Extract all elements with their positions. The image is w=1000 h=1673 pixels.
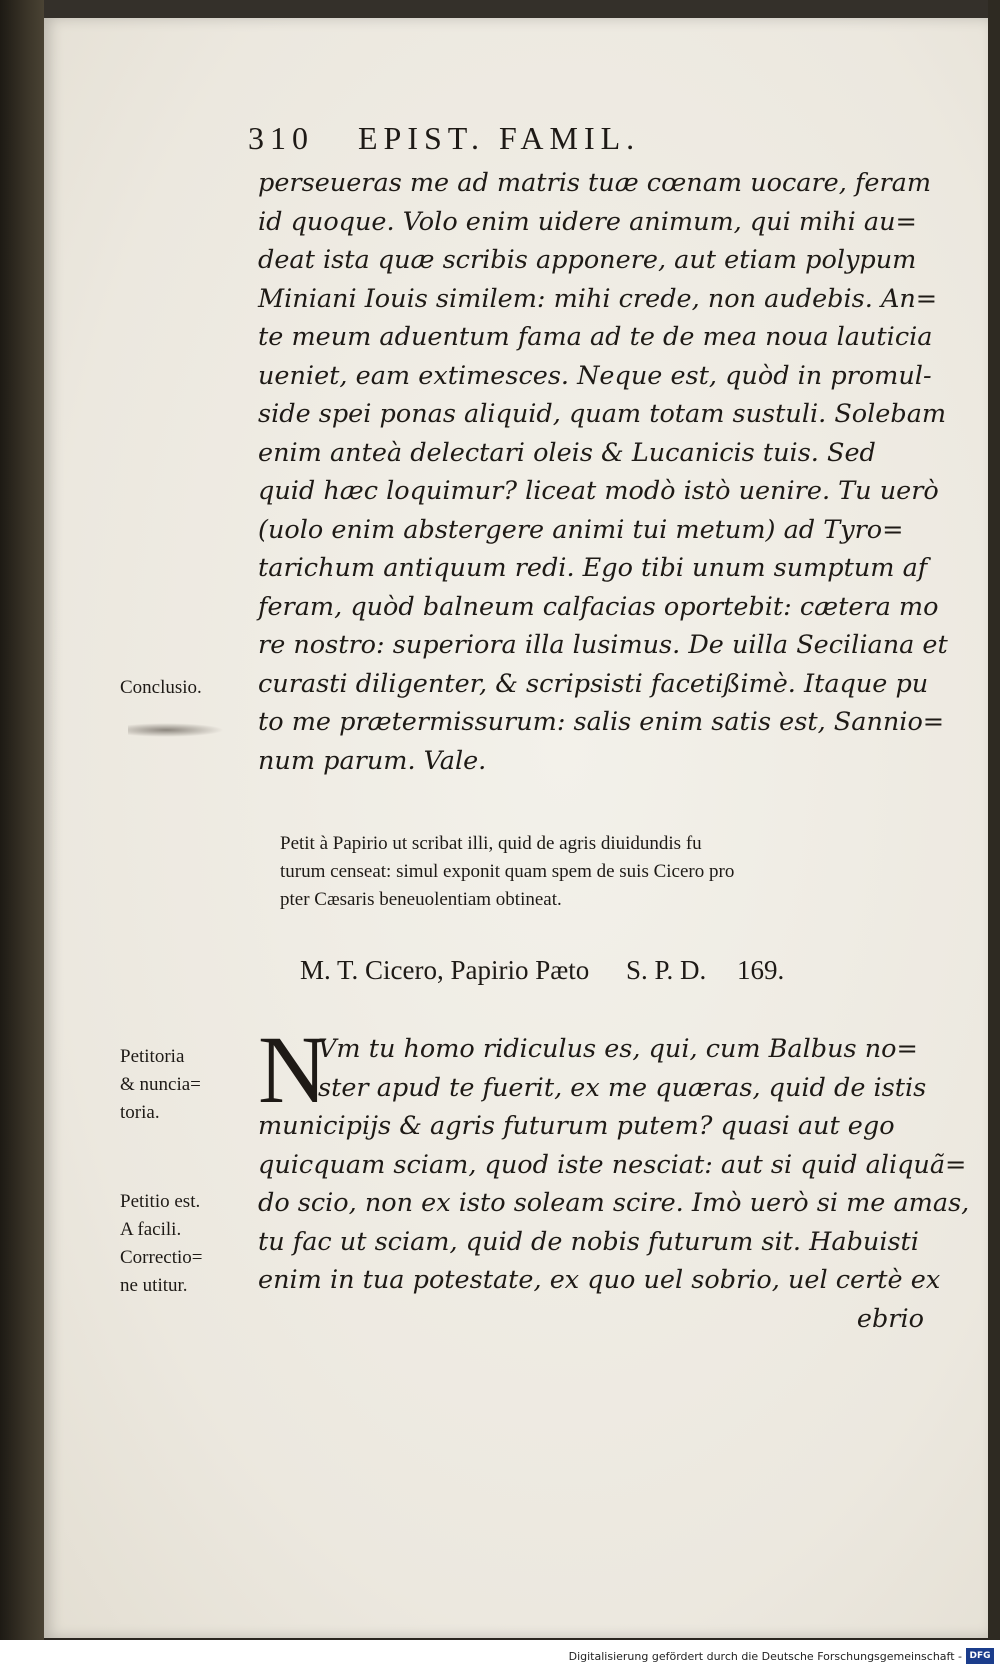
dfg-logo: DFG [966,1648,994,1664]
text-line: (uolo enim abstergere animi tui metum) ad Tyro= [258,514,904,545]
text-line: feram, quòd balneum calfacias oportebit: cætera mo [258,591,939,622]
summary-line: Petit à Papirio ut scribat illi, quid de agris diuidundis fu [280,833,702,854]
catchword: ebrio [856,1303,924,1334]
text-line: perseueras me ad matris tuæ cœnam uocare, feram [258,168,932,198]
text-line: enim in tua potestate, ex quo uel sobrio, uel certè ex [258,1265,941,1295]
text-line: municipijs & agris futurum putem? quasi aut ego [258,1111,895,1141]
text-line: quicquam sciam, quod iste nesciat: aut si quid aliquã= [258,1149,967,1180]
text-line: quid hæc loquimur? liceat modò istò uenire. Tu uerò [258,476,939,506]
margin-note-line: A facili. [120,1219,182,1240]
letter-number: 169. [737,955,785,985]
footer-bar [0,1640,1000,1673]
letter-two-body [258,1030,970,1338]
margin-note-line: Petitio est. [120,1191,201,1212]
text-line: enim anteà delectari oleis & Lucanicis tuis. Sed [258,437,876,468]
margin-note-petitoria [120,1043,250,1127]
funding-credit: Digitalisierung gefördert durch die Deutsche Forschungsgemeinschaft - [568,1650,962,1663]
text-line: re nostro: superiora illa lusimus. De uilla Seciliana et [258,630,948,660]
ink-smudge [128,723,224,737]
text-line: do scio, non ex isto soleam scire. Imò uerò si me amas, [258,1188,970,1218]
text-line: id quoque. Volo enim uidere animum, qui mihi au= [258,206,917,237]
letter-summary [280,830,920,914]
running-header [248,120,640,157]
text-line: tarichum antiquum redi. Ego tibi unum sumptum af [258,553,928,583]
letter-one-body [258,164,948,780]
salutation-greeting: S. P. D. [626,955,707,985]
text-line: tu fac ut sciam, quid de nobis futurum sit. Habuisti [258,1226,919,1257]
summary-line: turum censeat: simul exponit quam spem de suis Cicero pro [280,861,735,882]
margin-note-petitio [120,1188,250,1300]
margin-note-line: ne utitur. [120,1275,188,1296]
margin-note-line: & nuncia= [120,1074,201,1095]
margin-note-line: Conclusio. [120,677,202,698]
margin-note-line: Correctio= [120,1247,203,1268]
scan-background-right [988,0,1000,1640]
margin-note-line: toria. [120,1102,160,1123]
salutation-names: M. T. Cicero, Papirio Pæto [300,955,590,985]
page-number: 310 [248,120,314,156]
letter-salutation [300,955,784,986]
scan-background-top [0,0,1000,20]
running-title: EPIST. FAMIL. [358,120,641,156]
text-line: Vm tu homo ridiculus es, qui, cum Balbus no= [318,1034,918,1064]
text-line: curasti diligenter, & scripsisti facetißimè. Itaque pu [258,668,929,699]
text-line: ster apud te fuerit, ex me quæras, quid de istis [318,1072,927,1103]
margin-note-line: Petitoria [120,1046,185,1067]
text-line: side spei ponas aliquid, quam totam sustuli. Solebam [258,399,947,429]
margin-note-conclusio [120,674,250,702]
drop-initial: N [258,1016,328,1123]
text-line: num parum. Vale. [258,745,487,776]
scan-background-left [0,0,44,1640]
text-line: te meum aduentum fama ad te de mea noua lauticia [258,322,933,352]
text-line: to me prætermissurum: salis enim satis est, Sannio= [258,707,945,737]
text-line: Miniani Iouis similem: mihi crede, non audebis. An= [258,283,938,314]
text-line: ueniet, eam extimesces. Neque est, quòd in promul- [258,360,932,391]
text-line: deat ista quæ scribis apponere, aut etiam polypum [258,245,917,275]
summary-line: pter Cæsaris beneuolentiam obtineat. [280,889,562,910]
